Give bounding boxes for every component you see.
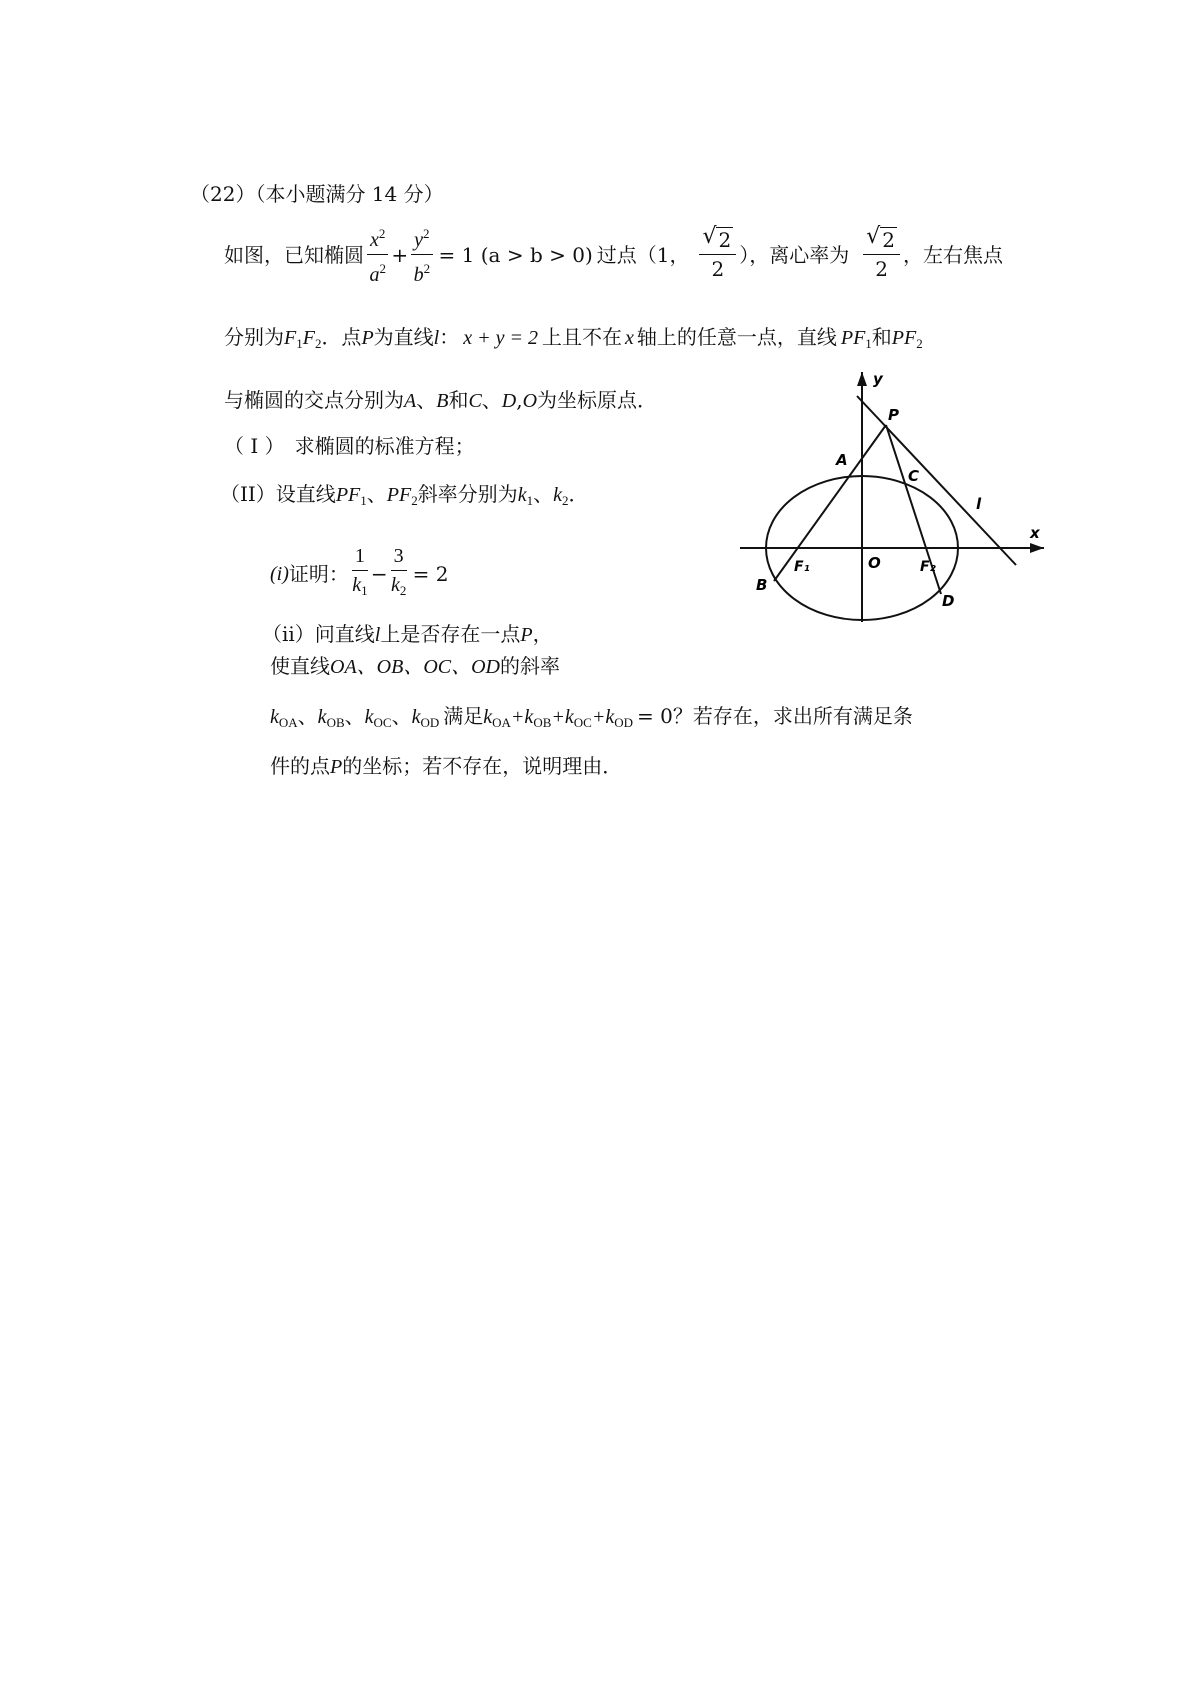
line-l bbox=[857, 396, 1016, 565]
label-o: O bbox=[868, 554, 881, 572]
sub-question-ii-line-3: $k_{OA}$、$k_{OB}$、$k_{OC}$、$k_{OD}$ 满足$k_{OA}+k_{OB}+k_{OC}+k_{OD} = 0$？若存在，求出所有满足条 bbox=[270, 704, 913, 730]
ellipse-fraction-x: $\frac{x^2}{a^2}$ bbox=[367, 222, 388, 287]
ellipse-fraction-y: $\frac{y^2}{b^2}$ bbox=[411, 222, 432, 287]
label-d: D bbox=[942, 592, 955, 610]
label-b: B bbox=[756, 576, 768, 594]
line1-prefix: 如图，已知椭圆 bbox=[224, 242, 364, 267]
line-l-equation: x + y = 2 bbox=[463, 327, 538, 349]
label-x: x bbox=[1030, 524, 1040, 542]
fraction-1-over-k1: $\frac{1}{k_1}$ bbox=[352, 545, 368, 598]
label-y: y bbox=[873, 370, 883, 388]
sub-question-i: (i) 证明： $\frac{1}{k_1}$ − $\frac{3}{k_2}$ = 2 bbox=[270, 544, 449, 603]
label-a: A bbox=[836, 451, 848, 469]
y-axis-arrow-icon bbox=[857, 372, 867, 386]
part-2: （II）设直线$PF_1$、$PF_2$斜率分别为$k_1$、$k_2$． bbox=[220, 482, 589, 508]
ellipse-figure bbox=[740, 368, 1050, 638]
fraction-3-over-k2: $\frac{3}{k_2}$ bbox=[390, 545, 407, 598]
focus-f1: $F_1F_2$ bbox=[284, 327, 322, 351]
x-axis-arrow-icon bbox=[1030, 543, 1044, 553]
eccentricity-fraction: √ 2 2 bbox=[863, 228, 900, 281]
pass-point-text: 过点（1， bbox=[596, 242, 690, 267]
sub-question-ii-line-1: （ii）问直线l上是否存在一点P， bbox=[262, 622, 553, 646]
line1-tail: ，左右焦点 bbox=[902, 242, 1003, 267]
problem-header: （22）（本小题满分 14 分） bbox=[190, 182, 444, 206]
problem-line-1 bbox=[224, 222, 1003, 287]
problem-line-3: 与椭圆的交点分别为A、B和C、D,O为坐标原点． bbox=[224, 388, 658, 412]
label-f2: F₂ bbox=[920, 559, 936, 575]
label-c: C bbox=[908, 467, 920, 485]
problem-line-2: 分别为$F_1F_2$．点P为直线l： x + y = 2 上且不在 x 轴上的任意一点，直线 $PF_1$和$PF_2$ bbox=[224, 325, 923, 351]
label-f1: F₁ bbox=[794, 559, 810, 575]
sub-question-ii-line-2: 使直线OA、OB、OC、OD的斜率 bbox=[270, 654, 560, 678]
plus-sign: + bbox=[391, 242, 409, 267]
sub-question-ii-line-4: 件的点P的坐标；若不存在，说明理由． bbox=[270, 754, 623, 778]
label-p: P bbox=[888, 406, 899, 424]
label-l: l bbox=[976, 495, 982, 513]
eccentricity-text: ），离心率为 bbox=[739, 242, 850, 267]
part-1: （ I ） 求椭圆的标准方程； bbox=[224, 434, 475, 458]
point-y-fraction: √ 2 2 bbox=[699, 228, 736, 281]
ellipse-eq-rest: = 1 (a > b > 0) bbox=[438, 242, 593, 267]
